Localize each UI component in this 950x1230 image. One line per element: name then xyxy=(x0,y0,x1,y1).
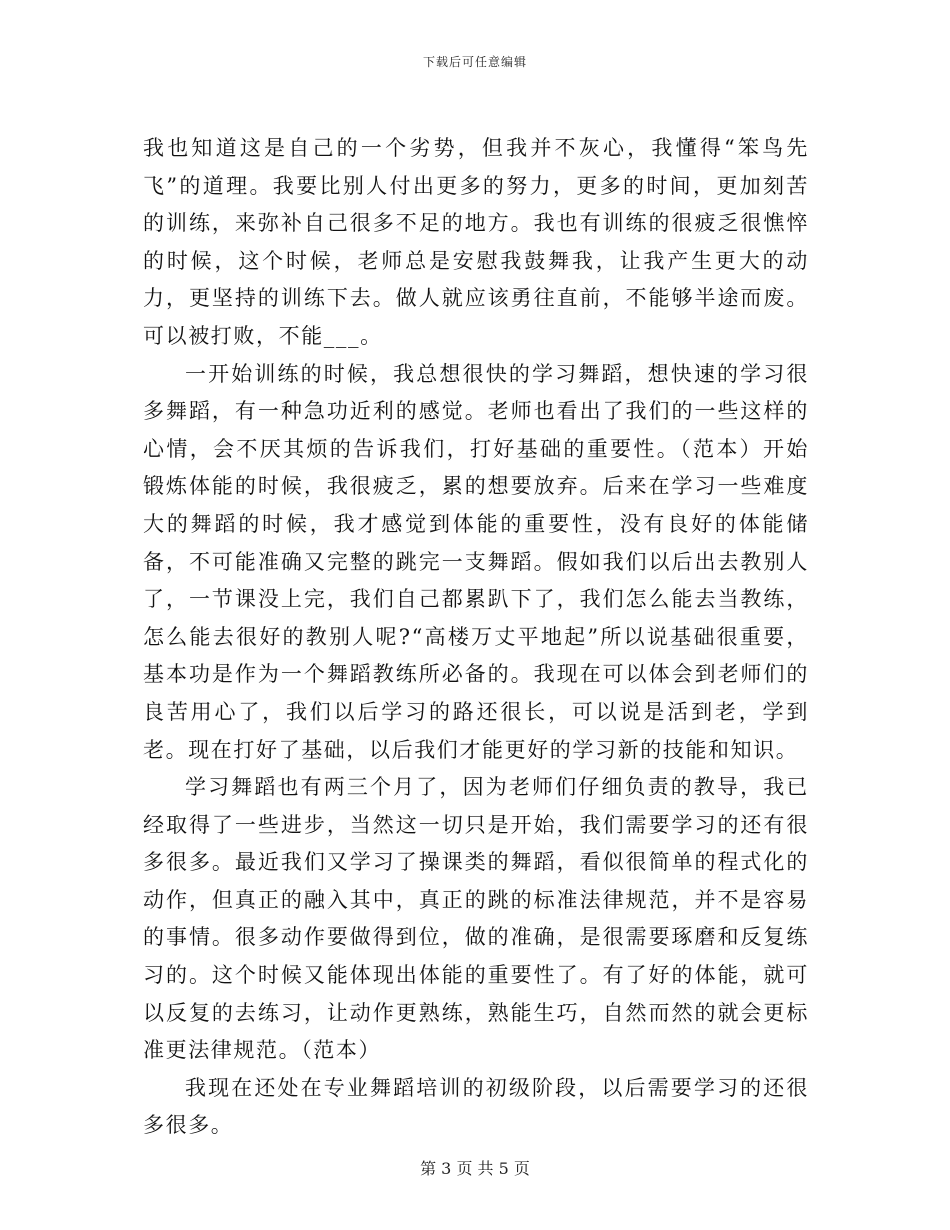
paragraph-1: 我也知道这是自己的一个劣势，但我并不灰心，我懂得“笨鸟先飞”的道理。我要比别人付出更多的努力，更多的时间，更加刻苦的训练，来弥补自己很多不足的地方。我也有训练的很疲乏很憔悴的时候，这个时候，老师总是安慰我鼓舞我，让我产生更大的动力，更坚持的训练下去。做人就应该勇往直前，不能够半途而废。可以被打败，不能___。 xyxy=(143,136,809,348)
paragraph-4: 我现在还处在专业舞蹈培训的初级阶段，以后需要学习的还很多很多。 xyxy=(143,1075,809,1138)
paragraph-2: 一开始训练的时候，我总想很快的学习舞蹈，想快速的学习很多舞蹈，有一种急功近利的感觉。老师也看出了我们的一些这样的心情，会不厌其烦的告诉我们，打好基础的重要性。（范本）开始锻炼体能的时候，我很疲乏，累的想要放弃。后来在学习一些难度大的舞蹈的时候，我才感觉到体能的重要性，没有良好的体能储备，不可能准确又完整的跳完一支舞蹈。假如我们以后出去教别人了，一节课没上完，我们自己都累趴下了，我们怎么能去当教练，怎么能去很好的教别人呢?“高楼万丈平地起”所以说基础很重要，基本功是作为一个舞蹈教练所必备的。我现在可以体会到老师们的良苦用心了，我们以后学习的路还很长，可以说是活到老，学到老。现在打好了基础，以后我们才能更好的学习新的技能和知识。 xyxy=(143,361,809,762)
paragraph-3: 学习舞蹈也有两三个月了，因为老师们仔细负责的教导，我已经取得了一些进步，当然这一切只是开始，我们需要学习的还有很多很多。最近我们又学习了操课类的舞蹈，看似很简单的程式化的动作，但真正的融入其中，真正的跳的标准法律规范，并不是容易的事情。很多动作要做得到位，做的准确，是很需要琢磨和反复练习的。这个时候又能体现出体能的重要性了。有了好的体能，就可以反复的去练习，让动作更熟练，熟能生巧，自然而然的就会更标准更法律规范。（范本） xyxy=(143,775,809,1063)
page-number: 第 3 页 共 5 页 xyxy=(420,1159,530,1178)
document-body xyxy=(143,130,809,1145)
page-header: 下载后可任意编辑 xyxy=(422,55,527,69)
